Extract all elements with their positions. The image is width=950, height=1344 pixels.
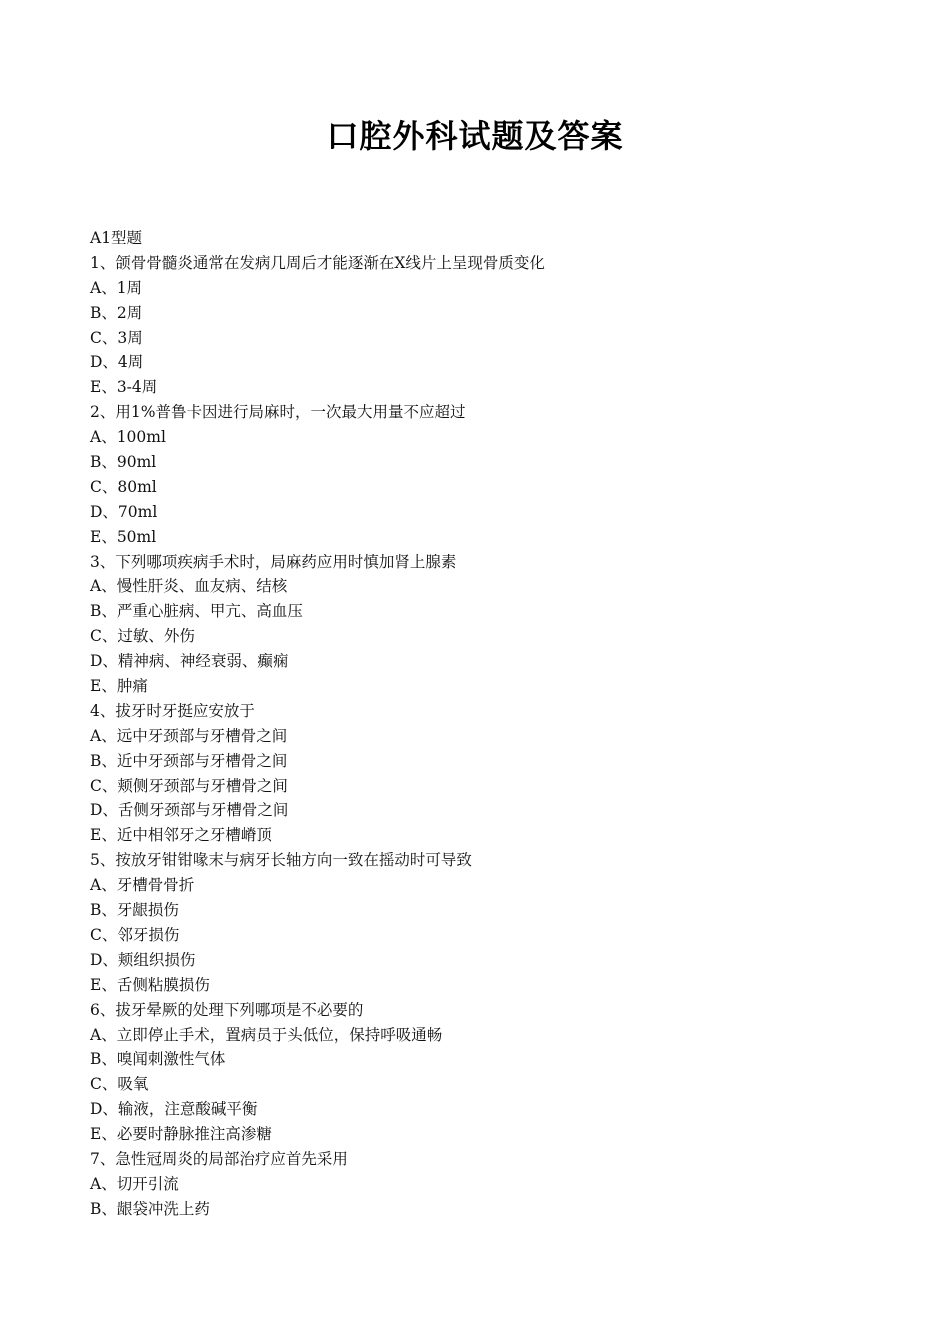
answer-option: C、邻牙损伤 (90, 925, 180, 944)
answer-option: A、1周 (90, 278, 143, 297)
answer-option: E、50ml (90, 527, 157, 546)
answer-option: B、90ml (90, 453, 157, 472)
answer-option: E、3-4周 (90, 378, 158, 397)
answer-option: B、牙龈损伤 (90, 901, 179, 920)
answer-option: B、嗅闻刺激性气体 (90, 1050, 226, 1069)
answer-option: B、严重心脏病、甲亢、高血压 (90, 602, 303, 621)
answer-option: D、颊组织损伤 (90, 950, 196, 969)
answer-option: E、近中相邻牙之牙槽嵴顶 (90, 826, 272, 845)
answer-option: A、牙槽骨骨折 (90, 876, 195, 895)
answer-option: A、立即停止手术，置病员于头低位，保持呼吸通畅 (90, 1025, 443, 1044)
answer-option: D、输液，注意酸碱平衡 (90, 1100, 258, 1119)
answer-option: C、吸氧 (90, 1075, 149, 1094)
page-title: 口腔外科试题及答案 (326, 117, 624, 155)
answer-option: E、肿痛 (90, 677, 148, 696)
question-text: 1、颌骨骨髓炎通常在发病几周后才能逐渐在X线片上呈现骨质变化 (90, 253, 545, 272)
question-text: 2、用1%普鲁卡因进行局麻时，一次最大用量不应超过 (90, 403, 466, 422)
answer-option: C、颊侧牙颈部与牙槽骨之间 (90, 776, 288, 795)
answer-option: D、舌侧牙颈部与牙槽骨之间 (90, 801, 289, 820)
question-text: 7、急性冠周炎的局部治疗应首先采用 (90, 1149, 348, 1168)
answer-option: A、远中牙颈部与牙槽骨之间 (90, 726, 288, 745)
section-label: A1型题 (90, 229, 143, 247)
answer-option: D、精神病、神经衰弱、癫痫 (90, 652, 289, 671)
answer-option: B、2周 (90, 303, 143, 322)
question-text: 6、拔牙晕厥的处理下列哪项是不必要的 (90, 1000, 364, 1019)
question-text: 5、按放牙钳钳喙末与病牙长轴方向一致在摇动时可导致 (90, 851, 472, 870)
answer-option: E、舌侧粘膜损伤 (90, 975, 210, 994)
answer-option: D、4周 (90, 353, 144, 372)
answer-option: C、3周 (90, 328, 143, 347)
answer-option: B、近中牙颈部与牙槽骨之间 (90, 751, 288, 770)
answer-option: D、70ml (90, 502, 158, 521)
answer-option: A、慢性肝炎、血友病、结核 (90, 577, 288, 596)
answer-option: A、100ml (90, 428, 166, 447)
answer-option: C、80ml (90, 477, 157, 496)
question-text: 3、下列哪项疾病手术时，局麻药应用时慎加肾上腺素 (90, 552, 457, 571)
answer-option: A、切开引流 (90, 1174, 179, 1193)
question-list (90, 226, 870, 1222)
answer-option: E、必要时静脉推注高渗糖 (90, 1125, 272, 1144)
answer-option: B、龈袋冲洗上药 (90, 1199, 210, 1218)
answer-option: C、过敏、外伤 (90, 627, 195, 646)
question-text: 4、拔牙时牙挺应安放于 (90, 701, 255, 720)
